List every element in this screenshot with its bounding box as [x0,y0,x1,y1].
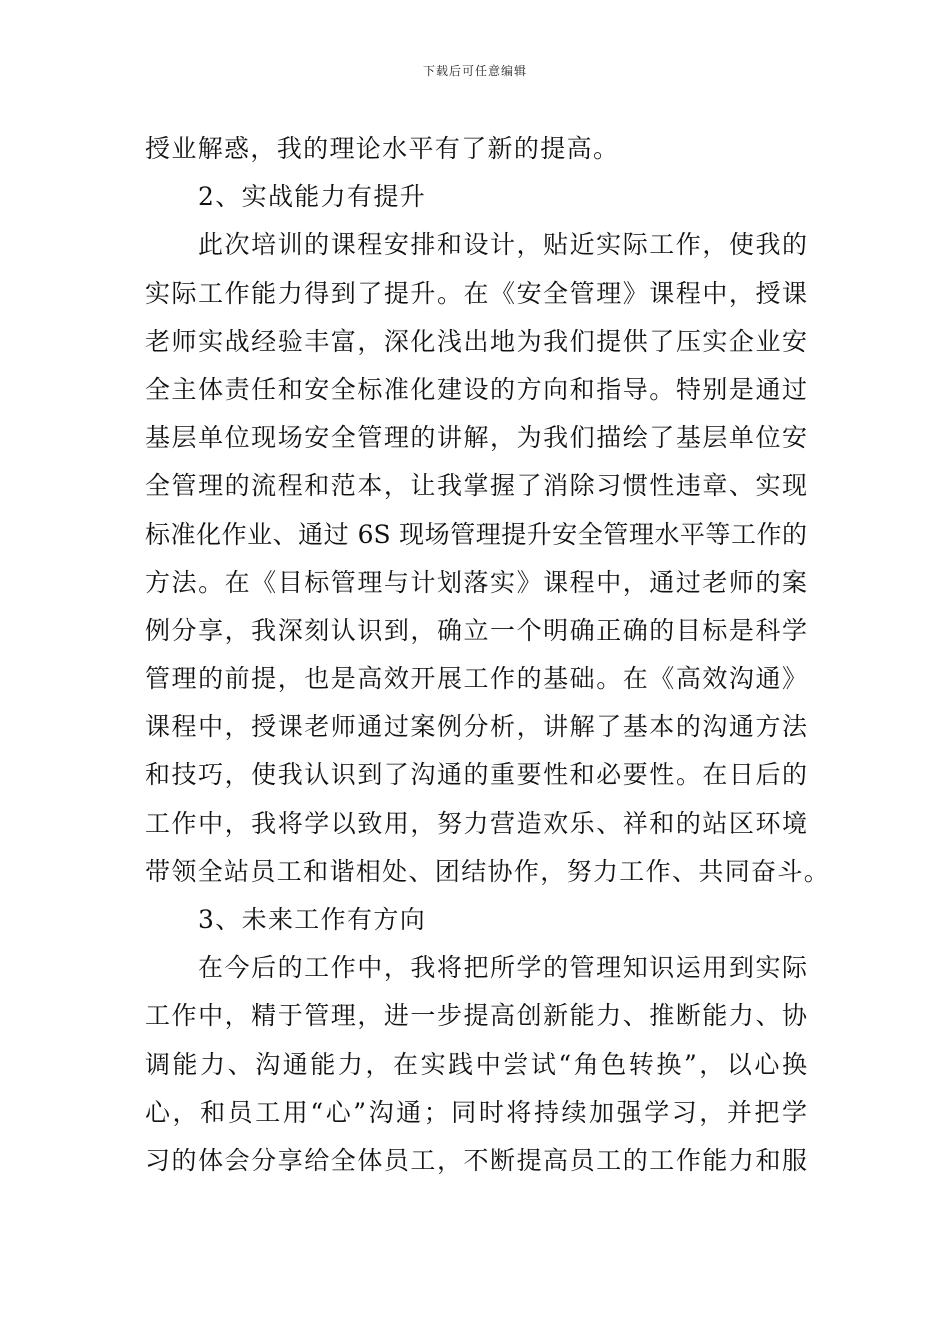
text-line: 方法。在《目标管理与计划落实》课程中，通过老师的案 [145,567,807,597]
section-heading: 2、实战能力有提升 [198,182,427,212]
text-line: 工作中，精于管理，进一步提高创新能力、推断能力、协 [145,1001,807,1031]
text-line: 在今后的工作中，我将把所学的管理知识运用到实际 [198,953,807,983]
text-line: 实际工作能力得到了提升。在《安全管理》课程中，授课 [145,278,807,308]
text-line: 此次培训的课程安排和设计，贴近实际工作，使我的 [198,230,807,260]
text-line: 全主体责任和安全标准化建设的方向和指导。特别是通过 [145,374,807,404]
text-line: 心，和员工用“心”沟通；同时将持续加强学习，并把学 [145,1097,807,1127]
text-line: 工作中，我将学以致用，努力营造欢乐、祥和的站区环境 [145,808,807,838]
text-line: 基层单位现场安全管理的讲解，为我们描绘了基层单位安 [145,423,807,453]
page-header: 下载后可任意编辑 [422,64,527,78]
text-line: 授业解惑，我的理论水平有了新的提高。 [145,134,620,163]
document-body [145,125,831,1185]
text-line: 调能力、沟通能力，在实践中尝试“角色转换”，以心换 [145,1049,807,1079]
text-line: 标准化作业、通过 6S 现场管理提升安全管理水平等工作的 [145,519,807,549]
text-line: 习的体会分享给全体员工，不断提高员工的工作能力和服 [145,1145,807,1175]
section-heading: 3、未来工作有方向 [198,905,427,934]
text-line: 课程中，授课老师通过案例分析，讲解了基本的沟通方法 [145,712,807,742]
text-line: 和技巧，使我认识到了沟通的重要性和必要性。在日后的 [145,760,807,790]
text-line: 老师实战经验丰富，深化浅出地为我们提供了压实企业安 [145,326,807,356]
text-line: 全管理的流程和范本，让我掌握了消除习惯性违章、实现 [145,471,807,501]
text-line: 例分享，我深刻认识到，确立一个明确正确的目标是科学 [145,615,807,645]
text-line: 带领全站员工和谐相处、团结协作，努力工作、共同奋斗。 [145,856,831,886]
text-line: 管理的前提，也是高效开展工作的基础。在《高效沟通》 [145,664,807,694]
